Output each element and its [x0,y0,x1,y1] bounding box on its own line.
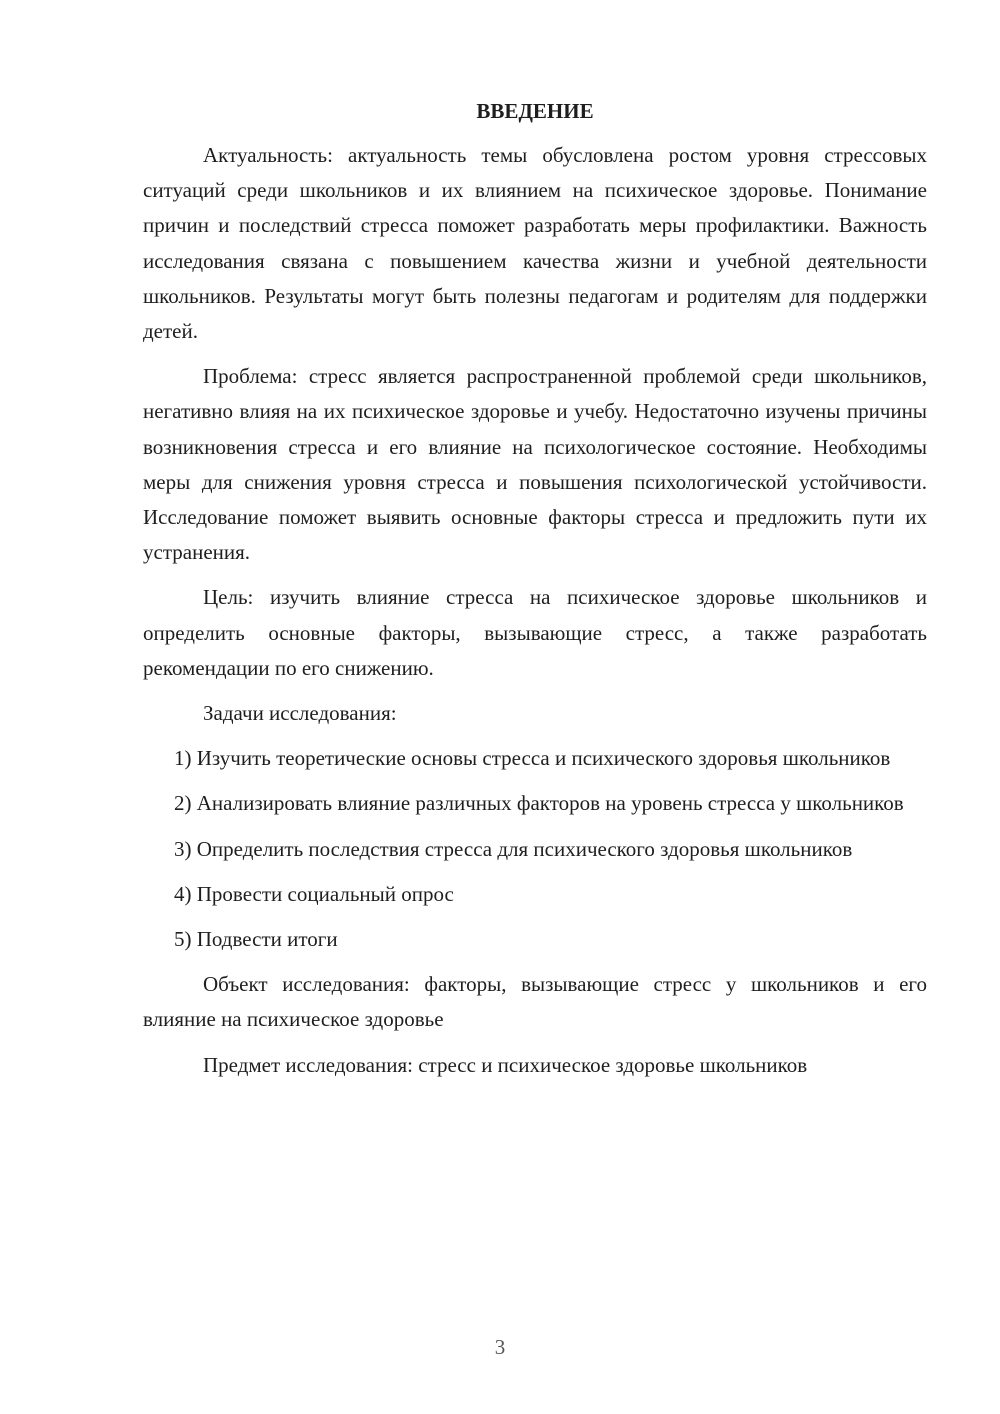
task-item-3: 3) Определить последствия стресса для психического здоровья школьников [174,836,853,861]
task-item-5: 5) Подвести итоги [174,927,338,952]
tasks-title: Задачи исследования: [203,701,397,726]
subject-paragraph: Предмет исследования: стресс и психическое здоровье школьников [203,1052,808,1077]
problem-paragraph: Проблема: стресс является распространенной проблемой среди школьников, негативно влияя на их психическое здоровье и учебу. Недостаточно изучены причины возникновения стресса и его влияние на психологическое состояние. Необходимы меры для снижения уровня стресса и повышения психологической устойчивости. Исследование поможет выявить основные факторы стресса и предложить пути их устранения. [143,364,927,565]
task-item-4: 4) Провести социальный опрос [174,881,454,906]
section-heading: ВВЕДЕНИЕ [476,99,594,123]
relevance-paragraph: Актуальность: актуальность темы обусловлена ростом уровня стрессовых ситуаций среди школьников и их влиянием на психическое здоровье. Понимание причин и последствий стресса поможет разработать меры профилактики. Важность исследования связана с повышением качества жизни и учебной деятельности школьников. Результаты могут быть полезны педагогам и родителям для поддержки детей. [143,143,927,344]
task-item-2: 2) Анализировать влияние различных факторов на уровень стресса у школьников [174,791,904,816]
page-number: 3 [494,1335,506,1359]
page-body [143,95,927,1083]
object-paragraph: Объект исследования: факторы, вызывающие стресс у школьников и его влияние на психическое здоровье [143,972,927,1032]
task-item-1: 1) Изучить теоретические основы стресса и психического здоровья школьников [174,746,891,771]
goal-paragraph: Цель: изучить влияние стресса на психическое здоровье школьников и определить основные факторы, вызывающие стресс, а также разработать рекомендации по его снижению. [143,585,927,680]
